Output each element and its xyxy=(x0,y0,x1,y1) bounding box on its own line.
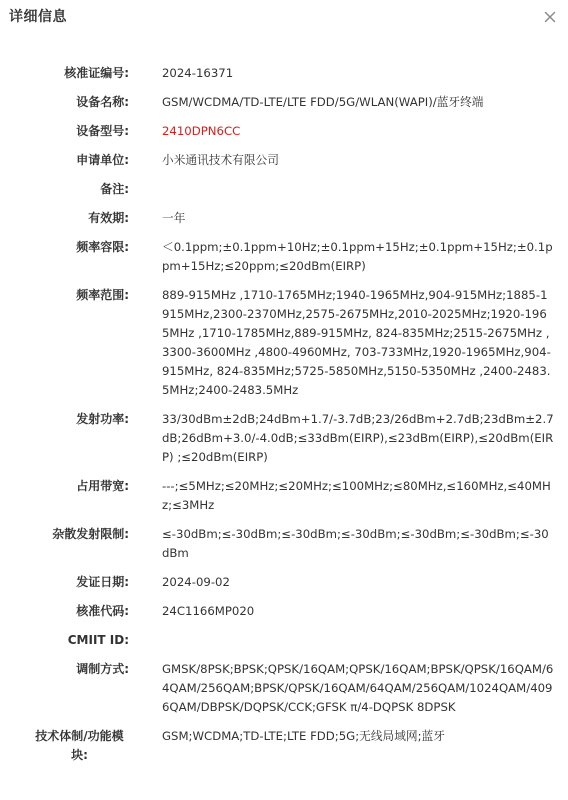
row-applicant xyxy=(0,151,568,170)
label-device-model: 设备型号: xyxy=(76,124,129,138)
value-modulation: GMSK/8PSK;BPSK;QPSK/16QAM;QPSK/16QAM;BPSK/QPSK/16QAM/64QAM/256QAM;BPSK/QPSK/16QAM/64QAM/256QAM/1024QAM/4096QAM/DBPSK/DQPSK/CCK;GFSK π/4-DQPSK 8DPSK xyxy=(162,662,554,714)
detail-list xyxy=(0,64,568,775)
label-tx-power: 发射功率: xyxy=(76,412,129,426)
label-spurious: 杂散发射限制: xyxy=(52,527,129,541)
value-validity: 一年 xyxy=(162,211,186,225)
label-device-name: 设备名称: xyxy=(76,95,129,109)
label-freq-range: 频率范围: xyxy=(76,288,129,302)
value-cmiit-id xyxy=(162,631,554,650)
label-applicant: 申请单位: xyxy=(76,153,129,167)
row-tech-system xyxy=(0,727,568,765)
dialog-header xyxy=(0,0,568,36)
value-bandwidth: ---;≤5MHz;≤20MHz;≤20MHz;≤100MHz;≤80MHz,≤160MHz,≤40MHz;≤3MHz xyxy=(162,479,551,512)
label-cmiit-id: CMIIT ID: xyxy=(67,633,129,647)
label-modulation: 调制方式: xyxy=(76,662,129,676)
row-approval-code xyxy=(0,602,568,621)
row-modulation xyxy=(0,660,568,717)
value-approval-code: 24C1166MP020 xyxy=(162,604,255,618)
row-device-name xyxy=(0,93,568,112)
dialog-title: 详细信息 xyxy=(9,9,67,25)
value-tx-power: 33/30dBm±2dB;24dBm+1.7/-3.7dB;23/26dBm+2.7dB;23dBm±2.7dB;26dBm+3.0/-4.0dB;≤33dBm(EIRP),≤23dBm(EIRP),≤20dBm(EIRP) ;≤20dBm(EIRP) xyxy=(162,412,554,464)
value-applicant: 小米通讯技术有限公司 xyxy=(162,153,279,167)
value-tech-system: GSM;WCDMA;TD-LTE;LTE FDD;5G;无线局域网;蓝牙 xyxy=(162,729,445,743)
label-validity: 有效期: xyxy=(88,211,129,225)
label-cert-no: 核准证编号: xyxy=(64,66,129,80)
label-tech-system: 技术体制/功能模块: xyxy=(35,729,124,762)
row-validity xyxy=(0,209,568,228)
row-freq-range xyxy=(0,286,568,400)
row-device-model xyxy=(0,122,568,141)
row-issue-date xyxy=(0,573,568,592)
row-cert-no xyxy=(0,64,568,83)
row-remarks xyxy=(0,180,568,199)
value-freq-tolerance: ＜0.1ppm;±0.1ppm+10Hz;±0.1ppm+15Hz;±0.1ppm+15Hz;±0.1ppm+15Hz;≤20ppm;≤20dBm(EIRP) xyxy=(162,240,553,273)
label-bandwidth: 占用带宽: xyxy=(76,479,129,493)
value-device-model: 2410DPN6CC xyxy=(162,124,241,138)
row-cmiit-id xyxy=(0,631,568,650)
label-remarks: 备注: xyxy=(100,182,129,196)
value-freq-range: 889-915MHz ,1710-1765MHz;1940-1965MHz,904-915MHz;1885-1915MHz,2300-2370MHz,2575-2675MHz,2010-2025MHz;1920-1965MHz ,1710-1785MHz,889-915MHz, 824-835MHz;2515-2675MHz ,3300-3600MHz ,4800-4960MHz, 703-733MHz,1920-1965MHz,904-915MHz, 824-835MHz;5725-5850MHz,5150-5350MHz ,2400-2483.5MHz;2400-2483.5MHz xyxy=(162,288,551,397)
close-icon[interactable] xyxy=(542,9,558,25)
row-tx-power xyxy=(0,410,568,467)
value-cert-no: 2024-16371 xyxy=(162,66,234,80)
value-device-name: GSM/WCDMA/TD-LTE/LTE FDD/5G/WLAN(WAPI)/蓝牙终端 xyxy=(162,95,484,109)
label-freq-tolerance: 频率容限: xyxy=(76,240,129,254)
value-spurious: ≤-30dBm;≤-30dBm;≤-30dBm;≤-30dBm;≤-30dBm;≤-30dBm;≤-30dBm xyxy=(162,527,549,560)
row-bandwidth xyxy=(0,477,568,515)
label-issue-date: 发证日期: xyxy=(76,575,129,589)
label-approval-code: 核准代码: xyxy=(76,604,129,618)
value-issue-date: 2024-09-02 xyxy=(162,575,230,589)
row-spurious xyxy=(0,525,568,563)
value-remarks xyxy=(162,180,554,199)
row-freq-tolerance xyxy=(0,238,568,276)
